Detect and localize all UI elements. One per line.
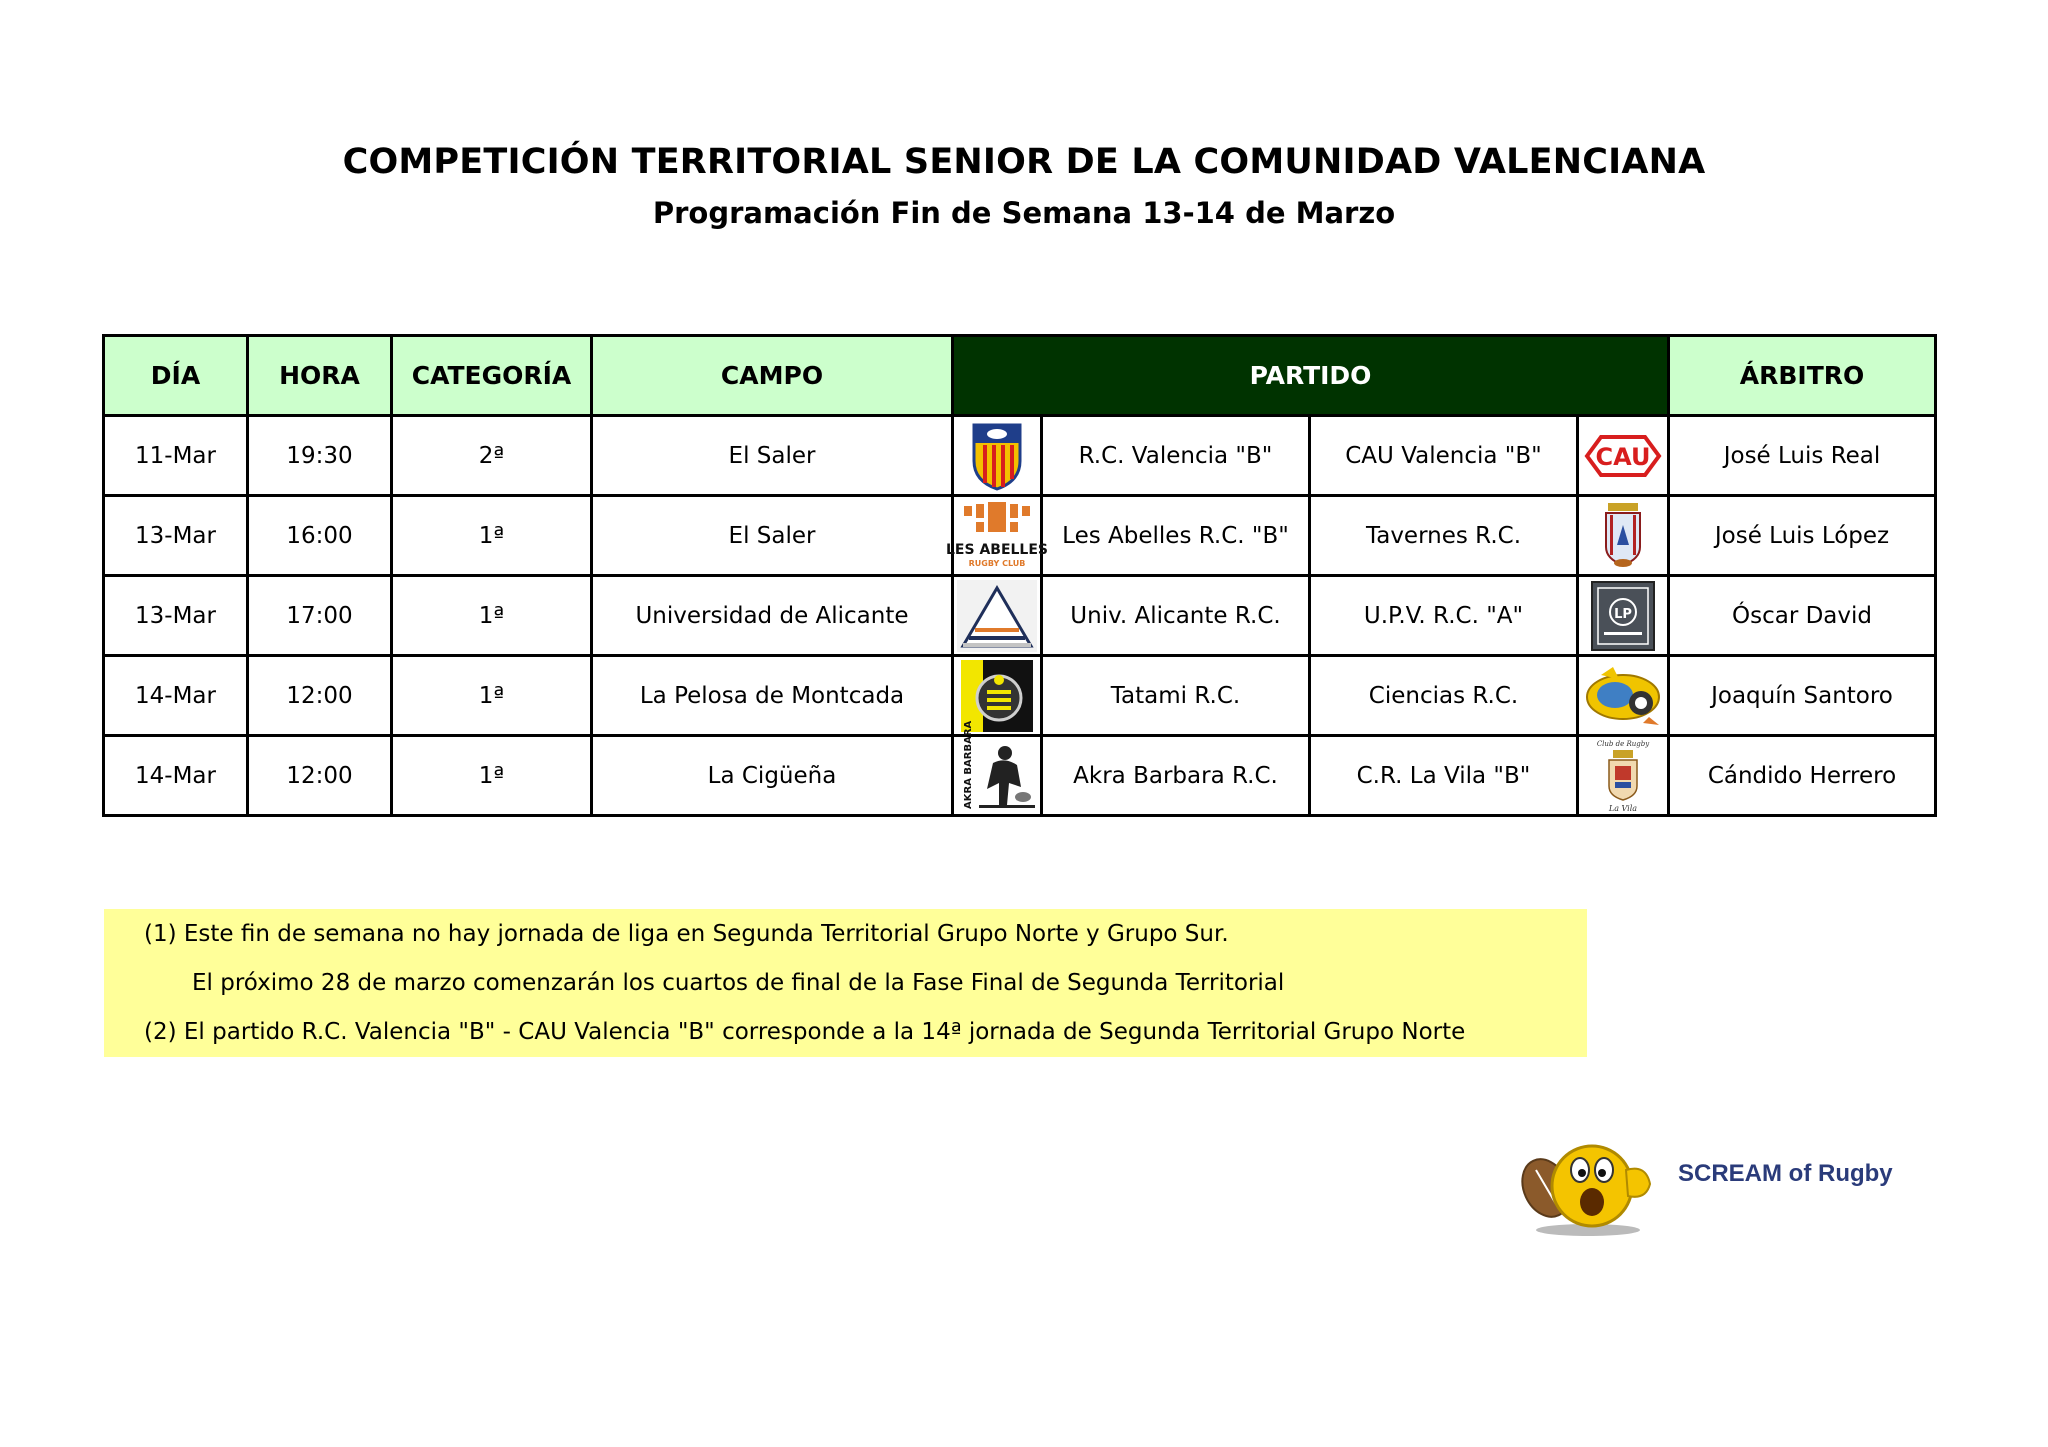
cell-categoria: 1ª bbox=[392, 736, 592, 816]
table-row bbox=[104, 496, 1936, 576]
cell-categoria: 1ª bbox=[392, 656, 592, 736]
header-categoria: CATEGORÍA bbox=[392, 336, 592, 416]
note-line-1: (1) Este fin de semana no hay jornada de liga en Segunda Territorial Grupo Norte y Grupo Sur. bbox=[144, 921, 1229, 947]
cell-dia: 11-Mar bbox=[104, 416, 248, 496]
table-row bbox=[104, 416, 1936, 496]
table-row bbox=[104, 656, 1936, 736]
cell-arbitro: Cándido Herrero bbox=[1669, 736, 1936, 816]
cell-local: Akra Barbara R.C. bbox=[1042, 736, 1310, 816]
cell-hora: 19:30 bbox=[248, 416, 392, 496]
cell-arbitro: Óscar David bbox=[1669, 576, 1936, 656]
svg-text:LES ABELLES: LES ABELLES bbox=[946, 541, 1048, 558]
cell-arbitro: José Luis Real bbox=[1669, 416, 1936, 496]
akra-barbara-logo-icon bbox=[953, 720, 1042, 816]
header-partido: PARTIDO bbox=[953, 336, 1669, 416]
cell-hora: 12:00 bbox=[248, 656, 392, 736]
schedule-table bbox=[102, 334, 1937, 817]
page-subtitle: Programación Fin de Semana 13-14 de Marzo bbox=[652, 196, 1396, 230]
cell-dia: 14-Mar bbox=[104, 656, 248, 736]
cell-dia: 13-Mar bbox=[104, 496, 248, 576]
cell-hora: 17:00 bbox=[248, 576, 392, 656]
cell-local: Tatami R.C. bbox=[1042, 656, 1310, 736]
note-line-2: El próximo 28 de marzo comenzarán los cuartos de final de la Fase Final de Segunda Territorial bbox=[192, 970, 1285, 996]
rc-valencia-shield-icon bbox=[953, 416, 1042, 496]
table-row bbox=[104, 736, 1936, 816]
ciencias-logo-icon bbox=[1578, 656, 1669, 736]
cell-categoria: 1ª bbox=[392, 576, 592, 656]
cell-dia: 14-Mar bbox=[104, 736, 248, 816]
table-header-row bbox=[104, 336, 1936, 416]
page-title: COMPETICIÓN TERRITORIAL SENIOR DE LA COMUNIDAD VALENCIANA bbox=[342, 142, 1706, 182]
cell-arbitro: Joaquín Santoro bbox=[1669, 656, 1936, 736]
table-row bbox=[104, 576, 1936, 656]
brand-text: SCREAM of Rugby bbox=[1678, 1160, 1893, 1187]
cell-campo: El Saler bbox=[592, 496, 953, 576]
cell-local: Univ. Alicante R.C. bbox=[1042, 576, 1310, 656]
header-dia: DÍA bbox=[104, 336, 248, 416]
cell-dia: 13-Mar bbox=[104, 576, 248, 656]
cell-campo: La Cigüeña bbox=[592, 736, 953, 816]
cell-arbitro: José Luis López bbox=[1669, 496, 1936, 576]
cell-hora: 12:00 bbox=[248, 736, 392, 816]
la-vila-crest-icon bbox=[1578, 736, 1669, 816]
tavernes-crest-icon bbox=[1578, 496, 1669, 576]
cell-visitante: Ciencias R.C. bbox=[1310, 656, 1578, 736]
header-campo: CAMPO bbox=[592, 336, 953, 416]
note-line-3: (2) El partido R.C. Valencia "B" - CAU Valencia "B" corresponde a la 14ª jornada de Segunda Territorial Grupo Norte bbox=[144, 1019, 1466, 1045]
notes-box bbox=[104, 909, 1587, 1057]
cell-categoria: 2ª bbox=[392, 416, 592, 496]
header-arbitro: ÁRBITRO bbox=[1669, 336, 1936, 416]
svg-text:RUGBY CLUB: RUGBY CLUB bbox=[968, 558, 1026, 568]
cell-visitante: U.P.V. R.C. "A" bbox=[1310, 576, 1578, 656]
les-abelles-logo-icon bbox=[946, 496, 1048, 576]
svg-text:Club de Rugby: Club de Rugby bbox=[1596, 739, 1650, 748]
cau-logo-icon bbox=[1578, 416, 1669, 496]
cell-visitante: CAU Valencia "B" bbox=[1310, 416, 1578, 496]
cell-visitante: C.R. La Vila "B" bbox=[1310, 736, 1578, 816]
svg-text:La Vila: La Vila bbox=[1608, 803, 1638, 813]
cell-campo: La Pelosa de Montcada bbox=[592, 656, 953, 736]
svg-text:CAU: CAU bbox=[1595, 442, 1651, 471]
cell-campo: El Saler bbox=[592, 416, 953, 496]
screaming-smiley-rugby-icon bbox=[1518, 1130, 1668, 1240]
cell-categoria: 1ª bbox=[392, 496, 592, 576]
cell-hora: 16:00 bbox=[248, 496, 392, 576]
univ-alicante-logo-icon bbox=[953, 576, 1042, 656]
svg-text:LP: LP bbox=[1614, 606, 1632, 622]
brand-footer bbox=[1518, 1130, 1918, 1240]
svg-text:AKRA BARBARA: AKRA BARBARA bbox=[963, 720, 974, 809]
cell-visitante: Tavernes R.C. bbox=[1310, 496, 1578, 576]
cell-local: R.C. Valencia "B" bbox=[1042, 416, 1310, 496]
header-hora: HORA bbox=[248, 336, 392, 416]
upv-shield-icon bbox=[1578, 576, 1669, 656]
cell-local: Les Abelles R.C. "B" bbox=[1042, 496, 1310, 576]
cell-campo: Universidad de Alicante bbox=[592, 576, 953, 656]
